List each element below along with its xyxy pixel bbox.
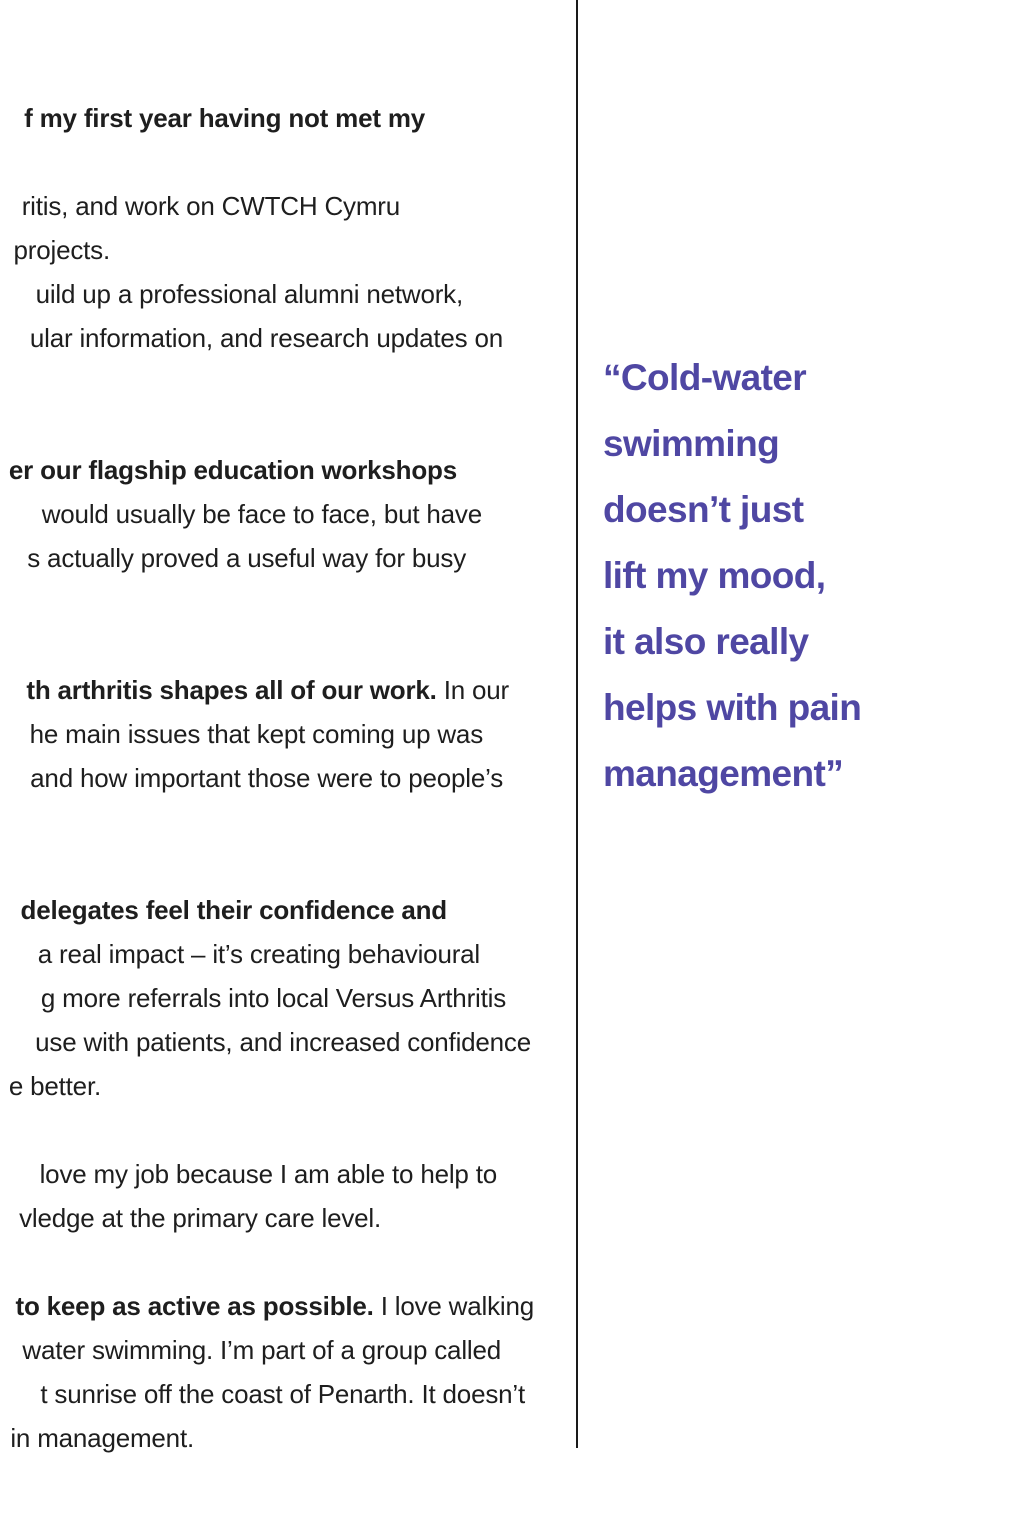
text-line <box>38 932 480 976</box>
text-line <box>9 448 457 492</box>
text-line <box>40 1152 497 1196</box>
regular-text: s actually proved a useful way for busy <box>27 543 466 573</box>
pull-quote-line: lift my mood, <box>603 555 826 596</box>
text-line <box>30 712 483 756</box>
text-line <box>14 228 110 272</box>
bold-text: er our flagship education workshops <box>8 455 457 485</box>
text-line <box>27 536 466 580</box>
regular-text: g more referrals into local Versus Arthritis <box>40 983 506 1013</box>
regular-text: a real impact – it’s creating behavioural <box>37 939 480 969</box>
regular-text: I love walking <box>373 1291 534 1321</box>
text-line <box>10 1416 194 1460</box>
pull-quote-line: swimming <box>603 423 780 464</box>
regular-text: use with patients, and increased confidence <box>35 1027 531 1057</box>
regular-text: love my job because I am able to help to <box>39 1159 497 1189</box>
pull-quote-line: “Cold-water <box>603 357 807 398</box>
regular-text: and how important those were to people’s <box>30 763 503 793</box>
text-line <box>19 1196 381 1240</box>
bold-text: th arthritis shapes all of our work. <box>26 675 437 705</box>
regular-text: e better. <box>8 1071 101 1101</box>
column-divider <box>576 0 578 1448</box>
text-line <box>30 316 503 360</box>
regular-text: would usually be face to face, but have <box>41 499 482 529</box>
pull-quote-line: it also really <box>603 621 809 662</box>
text-line <box>24 96 425 140</box>
bold-text: to keep as active as possible. <box>15 1291 374 1321</box>
text-line <box>26 668 509 712</box>
text-line <box>22 184 400 228</box>
text-line <box>35 1020 531 1064</box>
text-line <box>16 1284 535 1328</box>
text-line <box>40 1372 525 1416</box>
regular-text: projects. <box>13 235 110 265</box>
regular-text: in management. <box>10 1423 194 1453</box>
pull-quote-line: management” <box>603 753 844 794</box>
regular-text: he main issues that kept coming up was <box>29 719 483 749</box>
text-line <box>21 888 447 932</box>
text-line <box>36 272 463 316</box>
regular-text: water swimming. I’m part of a group called <box>22 1335 501 1365</box>
text-line <box>9 1064 101 1108</box>
text-line <box>42 492 482 536</box>
regular-text: vledge at the primary care level. <box>19 1203 381 1233</box>
text-line <box>30 756 503 800</box>
regular-text: uild up a professional alumni network, <box>35 279 463 309</box>
regular-text: ular information, and research updates on <box>29 323 503 353</box>
text-line <box>22 1328 501 1372</box>
regular-text: ritis, and work on CWTCH Cymru <box>21 191 400 221</box>
pull-quote-line: doesn’t just <box>603 489 804 530</box>
regular-text: In our <box>436 675 509 705</box>
regular-text: t sunrise off the coast of Penarth. It doesn’t <box>40 1379 525 1409</box>
pull-quote-line: helps with pain <box>603 687 862 728</box>
pull-quote <box>603 345 1003 807</box>
text-line <box>41 976 506 1020</box>
bold-text: delegates feel their confidence and <box>20 895 447 925</box>
bold-text: f my first year having not met my <box>24 103 425 133</box>
